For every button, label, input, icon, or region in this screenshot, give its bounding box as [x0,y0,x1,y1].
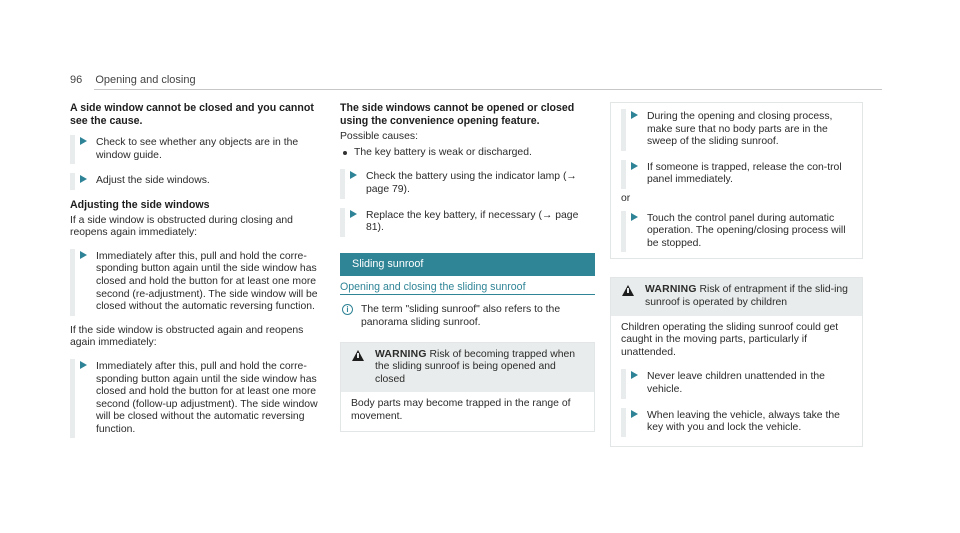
step-arrow-icon [631,213,638,221]
step-check-battery [340,169,595,198]
step-never-leave-children [621,369,854,398]
step-text: Immediately after this, pull and hold the corre-sponding button again until the side window has closed and hold the button for at least one more second (re-adjustment). The side window will be closed without the automatic reversing function. [96,250,318,313]
step-adjust-windows [70,173,324,190]
paragraph-intro: If a side window is obstructed during closing and reopens again immediately: [70,214,293,239]
causes-label: Possible causes: [340,131,418,143]
warning-header [341,343,594,393]
page-number: 96 [70,74,83,86]
warning-box-trapped [340,342,595,432]
subsection-title: Opening and closing the sliding sunroof [340,281,595,296]
step-text: Adjust the side windows. [96,175,210,187]
step-arrow-icon [631,371,638,379]
column-left [70,102,324,447]
or-separator: or [621,192,631,204]
column-middle [340,102,595,440]
step-arrow-icon [80,175,87,183]
info-note [340,304,595,329]
header-divider [94,89,882,90]
step-replace-battery [340,208,595,237]
page-header [70,74,196,87]
step-text: Check the battery using the indicator lamp (→ page 79). [366,171,577,195]
warning-box-children [610,277,863,446]
chapter-title: Opening and closing [95,74,196,86]
step-text: When leaving the vehicle, always take the key with you and lock the vehicle. [647,409,840,434]
step-release-panel [621,160,852,189]
step-arrow-icon [350,210,357,218]
step-readjustment [70,249,324,316]
heading-side-window-cannot-close: A side window cannot be closed and you cannot see the cause. [70,102,314,127]
step-touch-panel [621,211,852,253]
step-check-objects [70,135,324,164]
step-take-key [621,408,854,437]
warning-text: Risk of becoming trapped when the sliding sunroof is being opened and closed [375,348,576,385]
subheading-adjusting: Adjusting the side windows [70,198,210,211]
paragraph-intro-2: If the side window is obstructed again and reopens again immediately: [70,324,304,349]
warning-body-text: Children operating the sliding sunroof could get caught in the moving parts, particularly if unattended. [621,321,839,358]
step-text: Check to see whether any objects are in the window guide. [96,137,299,161]
step-text: Replace the key battery, if necessary (→ page 81). [366,209,579,234]
step-follow-up-adjustment [70,359,324,439]
cause-list-item [340,147,595,160]
note-text: The term "sliding sunroof" also refers to the panorama sliding sunroof. [361,304,561,328]
step-arrow-icon [631,410,638,418]
step-arrow-icon [631,162,638,170]
step-arrow-icon [80,251,87,259]
warning-label: WARNING [375,348,427,360]
warning-header [611,278,862,315]
warning-body [611,316,862,446]
step-text: Immediately after this, pull and hold the corre-sponding button again until the side window has closed and hold the button for at least one more second (follow-up adjustment). The side window will be closed without the automatic reversing function. [96,360,318,435]
instruction-box [610,102,863,259]
step-arrow-icon [350,171,357,179]
warning-body: Body parts may become trapped in the range of movement. [351,398,571,422]
step-text: Touch the control panel during automatic operation. The opening/closing process will be stopped. [647,212,846,249]
step-arrow-icon [631,111,638,119]
step-arrow-icon [80,137,87,145]
warning-text: Risk of entrapment if the slid-ing sunroof is operated by children [645,284,848,308]
step-text: Never leave children unattended in the vehicle. [647,371,825,395]
heading-convenience-opening: The side windows cannot be opened or closed using the convenience opening feature. [340,102,575,127]
cause-text: The key battery is weak or discharged. [354,146,532,158]
section-title-bar: Sliding sunroof [340,253,595,276]
step-arrow-icon [80,361,87,369]
bullet-icon [343,151,347,155]
step-no-body-parts [621,109,852,151]
info-icon: i [342,304,353,315]
warning-label: WARNING [645,284,697,296]
step-text: If someone is trapped, release the con-trol panel immediately. [647,161,842,186]
column-right [610,102,863,455]
step-text: During the opening and closing process, make sure that no body parts are in the sweep of the sliding sunroof. [647,111,833,148]
